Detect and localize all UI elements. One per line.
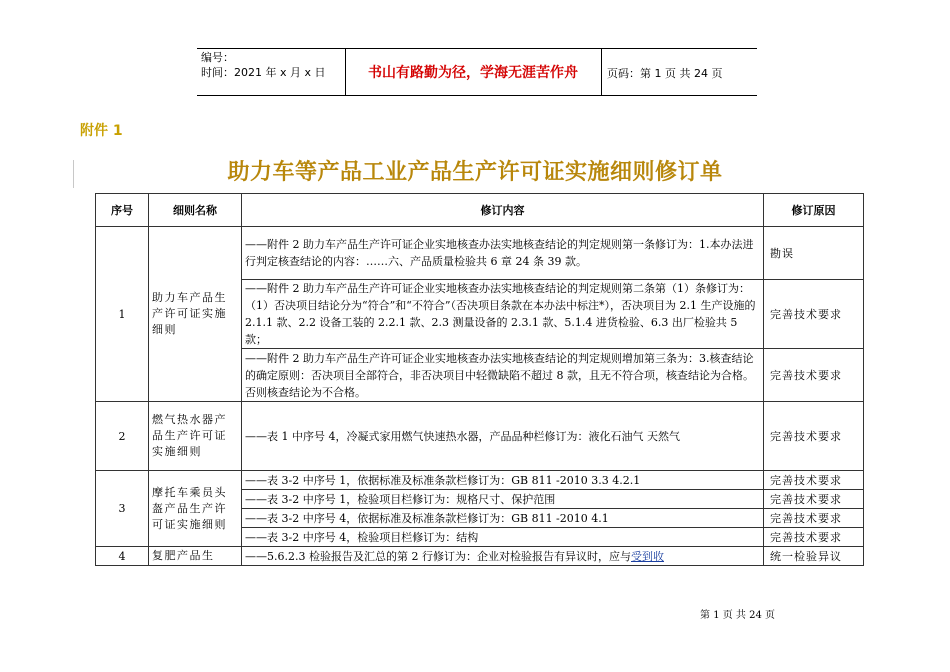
rule-name: 复肥产品生 <box>149 547 242 566</box>
col-header-no: 序号 <box>96 194 149 227</box>
revision-reason: 完善技术要求 <box>764 509 864 528</box>
header-bottom-rule <box>197 95 757 96</box>
revision-table <box>95 193 864 566</box>
col-header-name: 细则名称 <box>149 194 242 227</box>
header-top-rule <box>197 48 757 49</box>
page-title: 助力车等产品工业产品生产许可证实施细则修订单 <box>227 159 723 185</box>
revision-content <box>242 547 764 566</box>
revision-content: ——附件 2 助力车产品生产许可证企业实地核查办法实地核查结论的判定规则增加第三条为：3.核查结论的确定原则：否决项目全部符合，非否决项目中轻微缺陷不超过 8 款，且无不符合项，核查结论为合格。否则核查结论为不合格。 <box>242 349 764 402</box>
revision-reason: 完善技术要求 <box>764 402 864 471</box>
revision-content: ——附件 2 助力车产品生产许可证企业实地核查办法实地核查结论的判定规则第一条修订为：1.本办法进行判定核查结论的内容：……六、产品质量检验共 6 章 24 条 39 款。 <box>242 227 764 280</box>
revision-reason: 勘误 <box>764 227 864 280</box>
revision-content: ——表 1 中序号 4，冷凝式家用燃气快速热水器，产品品种栏修订为：液化石油气 天然气 <box>242 402 764 471</box>
revision-content: ——表 3-2 中序号 4，检验项目栏修订为：结构 <box>242 528 764 547</box>
header-divider <box>601 48 602 96</box>
row-number: 3 <box>96 471 149 547</box>
time-label: 时间：2021 年 x 月 x 日 <box>201 66 326 79</box>
serial-label: 编号： <box>201 51 234 64</box>
header-motto: 书山有路勤为径，学海无涯苦作舟 <box>368 65 578 81</box>
table-row <box>96 227 864 280</box>
revision-content: ——附件 2 助力车产品生产许可证企业实地核查办法实地核查结论的判定规则第二条第（1）条修订为：（1）否决项目结论分为“符合”和“不符合”（否决项目条款在本办法中标注*），否决项目为 2.1 生产设施的 2.1.1 款、2.2 设备工装的 2.2.1 款、2.3 测量设备的 2.3.1 款、5.1.4 进货检验、6.3 出厂检验共 5 款； <box>242 280 764 349</box>
table-row <box>96 547 864 566</box>
table-row <box>96 402 864 471</box>
col-header-reason: 修订原因 <box>764 194 864 227</box>
revision-reason: 完善技术要求 <box>764 490 864 509</box>
revision-reason: 完善技术要求 <box>764 471 864 490</box>
row-number: 1 <box>96 227 149 402</box>
revision-reason: 完善技术要求 <box>764 349 864 402</box>
tracked-change-text: 受到收 <box>630 549 664 563</box>
revision-reason: 完善技术要求 <box>764 528 864 547</box>
revision-reason: 统一检验异议 <box>764 547 864 566</box>
attachment-label: 附件 1 <box>80 123 123 139</box>
revision-reason: 完善技术要求 <box>764 280 864 349</box>
rule-name: 摩托车乘员头盔产品生产许可证实施细则 <box>149 471 242 547</box>
table-header-row <box>96 194 864 227</box>
row-number: 4 <box>96 547 149 566</box>
revision-content: ——表 3-2 中序号 4，依据标准及标准条款栏修订为：GB 811 -2010 4.1 <box>242 509 764 528</box>
col-header-content: 修订内容 <box>242 194 764 227</box>
table-row <box>96 471 864 490</box>
row-number: 2 <box>96 402 149 471</box>
revision-content: ——表 3-2 中序号 1，检验项目栏修订为：规格尺寸、保护范围 <box>242 490 764 509</box>
rule-name: 燃气热水器产品生产许可证实施细则 <box>149 402 242 471</box>
revision-content-text: ——5.6.2.3 检验报告及汇总的第 2 行修订为：企业对检验报告有异议时，应与 <box>245 549 631 563</box>
rule-name: 助力车产品生产许可证实施细则 <box>149 227 242 402</box>
revision-content: ——表 3-2 中序号 1，依据标准及标准条款栏修订为：GB 811 -2010 3.3 4.2.1 <box>242 471 764 490</box>
header-page-info: 页码：第 1 页 共 24 页 <box>607 67 723 80</box>
page-footer: 第 1 页 共 24 页 <box>700 610 775 621</box>
header-meta <box>201 50 326 80</box>
page-header <box>197 48 757 96</box>
